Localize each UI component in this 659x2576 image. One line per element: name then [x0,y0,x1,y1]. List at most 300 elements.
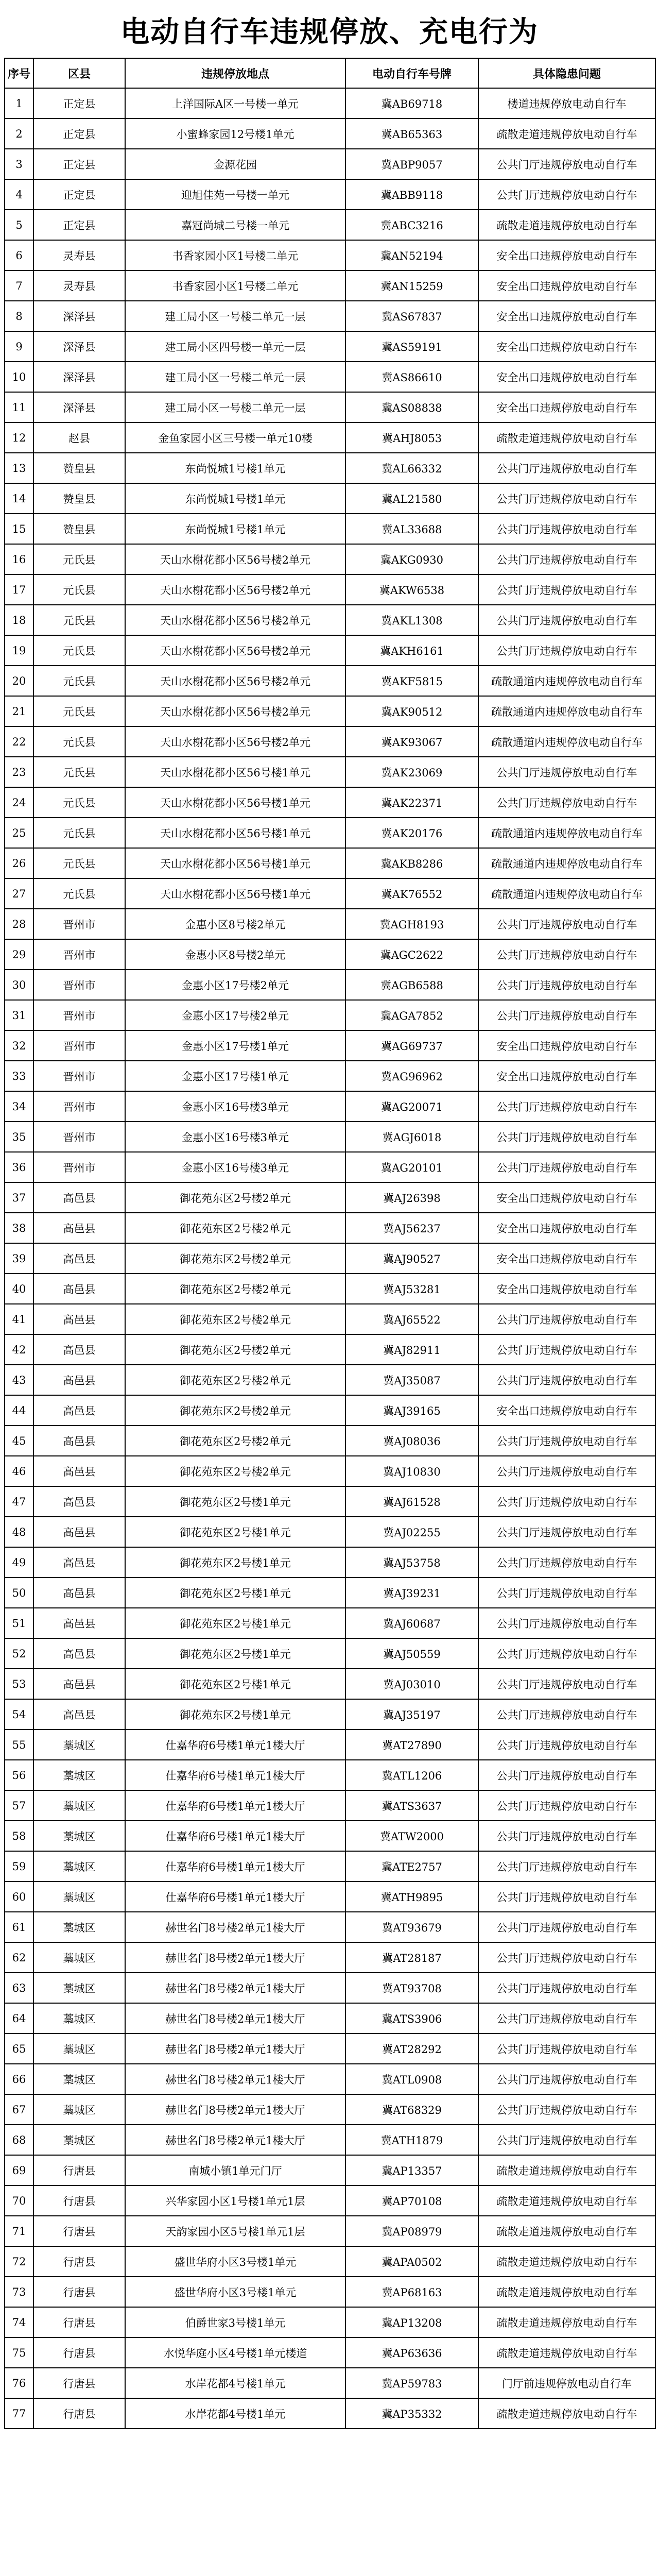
table-row [5,1578,655,1608]
cell-issue: 公共门厅违规停放电动自行车 [478,1669,655,1699]
cell-district: 晋州市 [33,1122,125,1152]
cell-district: 晋州市 [33,1061,125,1091]
cell-plate: 冀AL21580 [345,483,478,514]
cell-district: 藁城区 [33,2033,125,2064]
cell-index: 1 [5,88,33,118]
header-location: 违规停放地点 [125,58,345,88]
cell-issue: 公共门厅违规停放电动自行车 [478,1547,655,1578]
cell-location: 御花苑东区2号楼2单元 [125,1365,345,1395]
cell-district: 藁城区 [33,1821,125,1851]
cell-district: 深泽县 [33,331,125,362]
table-row [5,88,655,118]
cell-district: 藁城区 [33,1973,125,2003]
cell-location: 嘉冠尚城二号楼一单元 [125,210,345,240]
cell-plate: 冀AJ65522 [345,1304,478,1334]
cell-index: 30 [5,970,33,1000]
cell-issue: 公共门厅违规停放电动自行车 [478,483,655,514]
cell-issue: 公共门厅违规停放电动自行车 [478,1578,655,1608]
cell-district: 行唐县 [33,2398,125,2429]
cell-index: 61 [5,1912,33,1942]
cell-plate: 冀AGC2622 [345,939,478,970]
cell-plate: 冀AJ39231 [345,1578,478,1608]
cell-plate: 冀AKL1308 [345,605,478,635]
cell-index: 60 [5,1882,33,1912]
cell-index: 28 [5,909,33,939]
cell-index: 43 [5,1365,33,1395]
cell-plate: 冀AHJ8053 [345,422,478,453]
table-row [5,1699,655,1730]
cell-district: 行唐县 [33,2277,125,2307]
cell-index: 55 [5,1730,33,1760]
cell-plate: 冀AN15259 [345,270,478,301]
cell-location: 御花苑东区2号楼2单元 [125,1426,345,1456]
table-row [5,240,655,270]
cell-issue: 疏散走道违规停放电动自行车 [478,2216,655,2246]
cell-plate: 冀ABB9118 [345,179,478,210]
cell-issue: 公共门厅违规停放电动自行车 [478,1000,655,1030]
cell-plate: 冀AJ82911 [345,1334,478,1365]
cell-issue: 公共门厅违规停放电动自行车 [478,939,655,970]
cell-location: 伯爵世家3号楼1单元 [125,2307,345,2337]
cell-location: 金源花园 [125,149,345,179]
cell-location: 天韵家园小区5号楼1单元1层 [125,2216,345,2246]
cell-district: 元氏县 [33,574,125,605]
table-row [5,1517,655,1547]
cell-plate: 冀AS08838 [345,392,478,422]
cell-district: 藁城区 [33,1912,125,1942]
table-row [5,757,655,787]
cell-index: 42 [5,1334,33,1365]
cell-location: 仕嘉华府6号楼1单元1楼大厅 [125,1882,345,1912]
cell-location: 建工局小区一号楼二单元一层 [125,392,345,422]
cell-plate: 冀AT27890 [345,1730,478,1760]
cell-plate: 冀AKG0930 [345,544,478,574]
cell-district: 元氏县 [33,757,125,787]
table-row [5,909,655,939]
cell-index: 73 [5,2277,33,2307]
cell-index: 14 [5,483,33,514]
cell-issue: 疏散走道违规停放电动自行车 [478,118,655,149]
table-row [5,1882,655,1912]
cell-index: 23 [5,757,33,787]
cell-plate: 冀AP68163 [345,2277,478,2307]
cell-index: 18 [5,605,33,635]
cell-issue: 公共门厅违规停放电动自行车 [478,1760,655,1790]
cell-index: 57 [5,1790,33,1821]
table-row [5,2307,655,2337]
table-row [5,544,655,574]
cell-issue: 公共门厅违规停放电动自行车 [478,514,655,544]
table-row [5,848,655,878]
table-row [5,1942,655,1973]
cell-location: 金惠小区17号楼2单元 [125,1000,345,1030]
cell-plate: 冀AT93708 [345,1973,478,2003]
cell-district: 元氏县 [33,726,125,757]
table-row [5,970,655,1000]
cell-issue: 公共门厅违规停放电动自行车 [478,453,655,483]
cell-district: 元氏县 [33,878,125,909]
table-row [5,1669,655,1699]
cell-district: 行唐县 [33,2368,125,2398]
cell-district: 藁城区 [33,2003,125,2033]
table-row [5,2337,655,2368]
cell-district: 行唐县 [33,2185,125,2216]
cell-district: 高邑县 [33,1608,125,1638]
cell-location: 仕嘉华府6号楼1单元1楼大厅 [125,1730,345,1760]
table-row [5,1547,655,1578]
cell-index: 64 [5,2003,33,2033]
cell-index: 70 [5,2185,33,2216]
cell-location: 御花苑东区2号楼2单元 [125,1395,345,1426]
cell-location: 御花苑东区2号楼1单元 [125,1669,345,1699]
cell-district: 深泽县 [33,392,125,422]
cell-district: 藁城区 [33,2064,125,2094]
cell-district: 高邑县 [33,1426,125,1456]
header-plate: 电动自行车号牌 [345,58,478,88]
cell-index: 21 [5,696,33,726]
table-row [5,2003,655,2033]
cell-issue: 疏散通道内违规停放电动自行车 [478,666,655,696]
table-row [5,2246,655,2277]
cell-plate: 冀AP35332 [345,2398,478,2429]
cell-plate: 冀AL66332 [345,453,478,483]
table-row [5,1243,655,1274]
cell-location: 金惠小区8号楼2单元 [125,909,345,939]
cell-plate: 冀ATH1879 [345,2125,478,2155]
cell-plate: 冀AG69737 [345,1030,478,1061]
cell-location: 天山水榭花都小区56号楼2单元 [125,544,345,574]
cell-location: 御花苑东区2号楼2单元 [125,1213,345,1243]
cell-location: 东尚悦城1号楼1单元 [125,453,345,483]
cell-location: 东尚悦城1号楼1单元 [125,483,345,514]
cell-location: 仕嘉华府6号楼1单元1楼大厅 [125,1760,345,1790]
cell-location: 赫世名门8号楼2单元1楼大厅 [125,2094,345,2125]
cell-district: 行唐县 [33,2337,125,2368]
cell-index: 9 [5,331,33,362]
cell-plate: 冀AT28187 [345,1942,478,1973]
cell-index: 34 [5,1091,33,1122]
cell-issue: 公共门厅违规停放电动自行车 [478,757,655,787]
cell-location: 御花苑东区2号楼2单元 [125,1182,345,1213]
cell-district: 元氏县 [33,696,125,726]
cell-location: 御花苑东区2号楼2单元 [125,1243,345,1274]
cell-issue: 疏散走道违规停放电动自行车 [478,422,655,453]
table-row [5,453,655,483]
cell-location: 金惠小区8号楼2单元 [125,939,345,970]
cell-plate: 冀AJ10830 [345,1456,478,1486]
cell-issue: 公共门厅违规停放电动自行车 [478,1912,655,1942]
cell-district: 赵县 [33,422,125,453]
table-row [5,1182,655,1213]
table-row [5,179,655,210]
cell-issue: 公共门厅违规停放电动自行车 [478,787,655,818]
table-row [5,1790,655,1821]
cell-location: 盛世华府小区3号楼1单元 [125,2246,345,2277]
table-row [5,574,655,605]
cell-district: 藁城区 [33,1882,125,1912]
cell-location: 天山水榭花都小区56号楼2单元 [125,666,345,696]
cell-district: 高邑县 [33,1365,125,1395]
table-row [5,392,655,422]
cell-index: 45 [5,1426,33,1456]
cell-plate: 冀AJ39165 [345,1395,478,1426]
cell-plate: 冀ATS3637 [345,1790,478,1821]
cell-index: 24 [5,787,33,818]
table-row [5,2094,655,2125]
cell-district: 高邑县 [33,1486,125,1517]
cell-district: 高邑县 [33,1699,125,1730]
header-index: 序号 [5,58,33,88]
cell-index: 72 [5,2246,33,2277]
cell-location: 仕嘉华府6号楼1单元1楼大厅 [125,1851,345,1882]
cell-plate: 冀AP08979 [345,2216,478,2246]
table-row [5,2125,655,2155]
cell-issue: 安全出口违规停放电动自行车 [478,1061,655,1091]
cell-location: 御花苑东区2号楼1单元 [125,1486,345,1517]
cell-location: 金鱼家园小区三号楼一单元10楼 [125,422,345,453]
cell-issue: 楼道违规停放电动自行车 [478,88,655,118]
cell-issue: 公共门厅违规停放电动自行车 [478,1638,655,1669]
cell-district: 行唐县 [33,2246,125,2277]
table-row [5,1851,655,1882]
cell-index: 59 [5,1851,33,1882]
cell-plate: 冀ATL0908 [345,2064,478,2094]
cell-issue: 疏散通道内违规停放电动自行车 [478,818,655,848]
table-row [5,635,655,666]
cell-index: 53 [5,1669,33,1699]
cell-district: 高邑县 [33,1213,125,1243]
cell-location: 建工局小区四号楼一单元一层 [125,331,345,362]
cell-index: 56 [5,1760,33,1790]
cell-index: 29 [5,939,33,970]
cell-index: 31 [5,1000,33,1030]
table-row [5,1030,655,1061]
cell-index: 46 [5,1456,33,1486]
table-row [5,818,655,848]
cell-issue: 疏散走道违规停放电动自行车 [478,2155,655,2185]
cell-issue: 安全出口违规停放电动自行车 [478,1213,655,1243]
cell-plate: 冀AB69718 [345,88,478,118]
cell-issue: 公共门厅违规停放电动自行车 [478,2125,655,2155]
cell-issue: 公共门厅违规停放电动自行车 [478,2003,655,2033]
cell-plate: 冀AT28292 [345,2033,478,2064]
cell-plate: 冀APA0502 [345,2246,478,2277]
cell-plate: 冀AKF5815 [345,666,478,696]
cell-location: 御花苑东区2号楼1单元 [125,1608,345,1638]
cell-location: 金惠小区16号楼3单元 [125,1152,345,1182]
cell-location: 东尚悦城1号楼1单元 [125,514,345,544]
cell-plate: 冀AJ03010 [345,1669,478,1699]
cell-issue: 公共门厅违规停放电动自行车 [478,1942,655,1973]
cell-index: 4 [5,179,33,210]
cell-district: 晋州市 [33,1091,125,1122]
cell-index: 47 [5,1486,33,1517]
cell-plate: 冀AS67837 [345,301,478,331]
cell-district: 深泽县 [33,362,125,392]
cell-plate: 冀AJ53281 [345,1274,478,1304]
cell-issue: 公共门厅违规停放电动自行车 [478,635,655,666]
cell-issue: 疏散走道违规停放电动自行车 [478,210,655,240]
cell-location: 赫世名门8号楼2单元1楼大厅 [125,2003,345,2033]
cell-index: 54 [5,1699,33,1730]
table-row [5,1061,655,1091]
cell-index: 41 [5,1304,33,1334]
cell-district: 晋州市 [33,1152,125,1182]
cell-index: 26 [5,848,33,878]
cell-index: 69 [5,2155,33,2185]
table-row [5,605,655,635]
table-row [5,1122,655,1152]
cell-plate: 冀AP63636 [345,2337,478,2368]
cell-district: 晋州市 [33,909,125,939]
cell-location: 赫世名门8号楼2单元1楼大厅 [125,2033,345,2064]
cell-index: 33 [5,1061,33,1091]
cell-location: 天山水榭花都小区56号楼1单元 [125,878,345,909]
cell-index: 27 [5,878,33,909]
cell-location: 迎旭佳苑一号楼一单元 [125,179,345,210]
cell-plate: 冀AT93679 [345,1912,478,1942]
cell-plate: 冀AS59191 [345,331,478,362]
cell-plate: 冀AP59783 [345,2368,478,2398]
table-row [5,362,655,392]
cell-plate: 冀ATH9895 [345,1882,478,1912]
cell-issue: 公共门厅违规停放电动自行车 [478,1091,655,1122]
cell-plate: 冀AJ35197 [345,1699,478,1730]
cell-issue: 公共门厅违规停放电动自行车 [478,605,655,635]
cell-plate: 冀AJ02255 [345,1517,478,1547]
table-row [5,1730,655,1760]
cell-issue: 疏散走道违规停放电动自行车 [478,2398,655,2429]
table-row [5,2277,655,2307]
table-row [5,2368,655,2398]
cell-index: 39 [5,1243,33,1274]
cell-district: 藁城区 [33,2125,125,2155]
header-issue: 具体隐患问题 [478,58,655,88]
cell-location: 金惠小区17号楼2单元 [125,970,345,1000]
cell-location: 御花苑东区2号楼1单元 [125,1578,345,1608]
cell-location: 水悦华庭小区4号楼1单元楼道 [125,2337,345,2368]
cell-index: 77 [5,2398,33,2429]
cell-location: 金惠小区16号楼3单元 [125,1091,345,1122]
cell-district: 藁城区 [33,1760,125,1790]
cell-issue: 公共门厅违规停放电动自行车 [478,1517,655,1547]
cell-issue: 安全出口违规停放电动自行车 [478,240,655,270]
cell-plate: 冀AJ61528 [345,1486,478,1517]
cell-location: 盛世华府小区3号楼1单元 [125,2277,345,2307]
cell-issue: 公共门厅违规停放电动自行车 [478,574,655,605]
cell-issue: 公共门厅违规停放电动自行车 [478,1334,655,1365]
cell-district: 正定县 [33,88,125,118]
cell-district: 晋州市 [33,970,125,1000]
table-row [5,1608,655,1638]
cell-issue: 公共门厅违规停放电动自行车 [478,909,655,939]
cell-index: 6 [5,240,33,270]
cell-index: 65 [5,2033,33,2064]
cell-index: 32 [5,1030,33,1061]
cell-plate: 冀AJ08036 [345,1426,478,1456]
table-row [5,1760,655,1790]
cell-index: 38 [5,1213,33,1243]
cell-index: 17 [5,574,33,605]
cell-district: 高邑县 [33,1638,125,1669]
cell-index: 63 [5,1973,33,2003]
cell-plate: 冀AJ26398 [345,1182,478,1213]
cell-issue: 安全出口违规停放电动自行车 [478,362,655,392]
cell-index: 7 [5,270,33,301]
cell-index: 67 [5,2094,33,2125]
table-row [5,331,655,362]
cell-index: 76 [5,2368,33,2398]
cell-issue: 公共门厅违规停放电动自行车 [478,2094,655,2125]
cell-issue: 公共门厅违规停放电动自行车 [478,1730,655,1760]
cell-location: 天山水榭花都小区56号楼2单元 [125,574,345,605]
cell-district: 行唐县 [33,2155,125,2185]
cell-plate: 冀AGH8193 [345,909,478,939]
cell-issue: 公共门厅违规停放电动自行车 [478,970,655,1000]
cell-issue: 公共门厅违规停放电动自行车 [478,1699,655,1730]
cell-issue: 安全出口违规停放电动自行车 [478,1274,655,1304]
cell-plate: 冀AKW6538 [345,574,478,605]
cell-plate: 冀AK20176 [345,818,478,848]
cell-district: 行唐县 [33,2216,125,2246]
cell-location: 赫世名门8号楼2单元1楼大厅 [125,2125,345,2155]
cell-index: 49 [5,1547,33,1578]
cell-plate: 冀AJ90527 [345,1243,478,1274]
cell-district: 元氏县 [33,635,125,666]
cell-index: 74 [5,2307,33,2337]
table-row [5,483,655,514]
table-row [5,696,655,726]
cell-district: 元氏县 [33,666,125,696]
cell-district: 元氏县 [33,544,125,574]
cell-district: 高邑县 [33,1274,125,1304]
cell-location: 水岸花都4号楼1单元 [125,2398,345,2429]
cell-location: 建工局小区一号楼二单元一层 [125,362,345,392]
cell-district: 元氏县 [33,818,125,848]
cell-district: 正定县 [33,118,125,149]
cell-district: 晋州市 [33,1000,125,1030]
table-row [5,422,655,453]
cell-location: 赫世名门8号楼2单元1楼大厅 [125,1973,345,2003]
cell-plate: 冀AKH6161 [345,635,478,666]
cell-index: 50 [5,1578,33,1608]
table-row [5,2155,655,2185]
cell-issue: 公共门厅违规停放电动自行车 [478,149,655,179]
cell-location: 御花苑东区2号楼2单元 [125,1274,345,1304]
cell-district: 元氏县 [33,787,125,818]
cell-plate: 冀AG20101 [345,1152,478,1182]
cell-district: 正定县 [33,149,125,179]
cell-location: 金惠小区17号楼1单元 [125,1030,345,1061]
cell-issue: 安全出口违规停放电动自行车 [478,1395,655,1426]
cell-index: 75 [5,2337,33,2368]
cell-location: 仕嘉华府6号楼1单元1楼大厅 [125,1790,345,1821]
cell-district: 正定县 [33,210,125,240]
cell-district: 赞皇县 [33,483,125,514]
cell-location: 天山水榭花都小区56号楼1单元 [125,787,345,818]
cell-index: 44 [5,1395,33,1426]
cell-index: 8 [5,301,33,331]
cell-plate: 冀AP70108 [345,2185,478,2216]
cell-location: 赫世名门8号楼2单元1楼大厅 [125,2064,345,2094]
cell-location: 御花苑东区2号楼1单元 [125,1517,345,1547]
cell-index: 20 [5,666,33,696]
table-row [5,2185,655,2216]
cell-location: 天山水榭花都小区56号楼1单元 [125,848,345,878]
cell-issue: 疏散通道内违规停放电动自行车 [478,848,655,878]
cell-location: 金惠小区17号楼1单元 [125,1061,345,1091]
table-row [5,1456,655,1486]
